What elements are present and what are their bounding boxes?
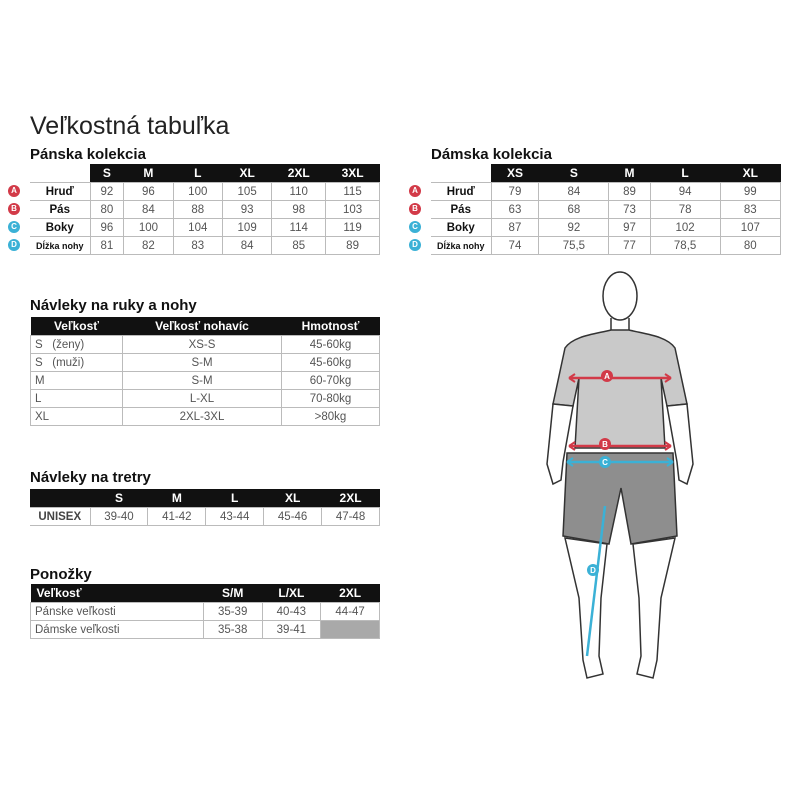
sleeves-cell: XL (31, 408, 123, 426)
men-table-row (30, 219, 380, 237)
men-value-cell: 115 (326, 183, 380, 201)
sleeves-table-row (31, 408, 380, 426)
shoes-value-cell: 43-44 (206, 508, 264, 526)
socks-cell: 44-47 (321, 603, 380, 621)
sleeves-cell: S (muži) (31, 354, 123, 372)
men-value-cell: 114 (272, 219, 326, 237)
shoes-size-header: M (148, 489, 206, 508)
shoes-value-cell: 39-40 (90, 508, 148, 526)
men-value-cell: 96 (90, 219, 124, 237)
men-value-cell: 82 (124, 237, 173, 255)
men-size-header: 3XL (326, 164, 380, 183)
women-row-label (412, 201, 491, 219)
sleeves-column-header: Veľkosť nohavíc (122, 317, 281, 336)
socks-cell: 35-38 (203, 621, 262, 639)
men-value-cell: 85 (272, 237, 326, 255)
men-value-cell: 80 (90, 201, 124, 219)
women-value-cell: 74 (491, 237, 539, 255)
measure-badge-icon: B (8, 203, 20, 215)
women-size-header: M (609, 164, 650, 183)
shoes-value-cell: 47-48 (322, 508, 380, 526)
women-row-label-text: Hruď (446, 185, 475, 198)
measure-badge-icon: B (409, 203, 421, 215)
women-value-cell: 87 (491, 219, 539, 237)
socks-cell: 40-43 (262, 603, 321, 621)
men-row-label-text: Pás (49, 203, 70, 216)
socks-cell: Dámske veľkosti (31, 621, 204, 639)
sleeves-cell: >80kg (282, 408, 380, 426)
shoes-size-header: 2XL (322, 489, 380, 508)
men-size-header: M (124, 164, 173, 183)
women-value-cell: 68 (539, 201, 609, 219)
women-size-header: XL (720, 164, 780, 183)
men-size-header: XL (222, 164, 271, 183)
men-row-label (11, 183, 90, 201)
men-row-label (11, 237, 90, 255)
socks-cell (321, 621, 380, 639)
women-table-row (431, 183, 781, 201)
sleeves-cell: 45-60kg (282, 336, 380, 354)
socks-column-header: L/XL (262, 584, 321, 603)
men-header-row (30, 164, 380, 183)
page-title: Veľkostná tabuľka (30, 112, 230, 140)
women-body (412, 183, 781, 255)
sleeves-cell: XS-S (122, 336, 281, 354)
sleeves-size-table (30, 317, 380, 426)
sleeves-column-header: Veľkosť (31, 317, 123, 336)
label-b: B (602, 440, 608, 449)
shoe-covers-table (30, 489, 380, 526)
men-value-cell: 89 (326, 237, 380, 255)
shoes-value-cell: 45-46 (264, 508, 322, 526)
women-value-cell: 84 (539, 183, 609, 201)
women-row-label-text: Dĺžka nohy (436, 240, 485, 251)
men-value-cell: 103 (326, 201, 380, 219)
socks-table (30, 584, 380, 639)
women-value-cell: 102 (650, 219, 720, 237)
women-row-label (412, 237, 491, 255)
sleeves-cell: 70-80kg (282, 390, 380, 408)
women-table-row (431, 201, 781, 219)
men-value-cell: 100 (173, 183, 222, 201)
sleeves-cell: L-XL (122, 390, 281, 408)
socks-column-header: S/M (203, 584, 262, 603)
men-value-cell: 109 (222, 219, 271, 237)
women-value-cell: 92 (539, 219, 609, 237)
women-value-cell: 97 (609, 219, 650, 237)
socks-body (31, 603, 380, 639)
socks-column-header: 2XL (321, 584, 380, 603)
men-value-cell: 88 (173, 201, 222, 219)
women-row-label (412, 219, 491, 237)
socks-cell: 35-39 (203, 603, 262, 621)
women-size-header: L (650, 164, 720, 183)
men-value-cell: 100 (124, 219, 173, 237)
measure-badge-icon: D (409, 239, 421, 251)
men-value-cell: 105 (222, 183, 271, 201)
women-size-table (412, 164, 781, 255)
shoes-heading: Návleky na tretry (30, 469, 151, 486)
measure-badge-icon: A (8, 185, 20, 197)
men-row-label-text: Dĺžka nohy (35, 240, 84, 251)
men-row-label (11, 201, 90, 219)
women-heading: Dámska kolekcia (431, 146, 552, 163)
sleeves-header-row (31, 317, 380, 336)
men-value-cell: 93 (222, 201, 271, 219)
sleeves-table-row (31, 390, 380, 408)
shoes-size-header: S (90, 489, 148, 508)
socks-column-header: Veľkosť (31, 584, 204, 603)
men-value-cell: 84 (222, 237, 271, 255)
women-row-label-text: Boky (446, 221, 475, 234)
men-size-header: S (90, 164, 124, 183)
men-value-cell: 83 (173, 237, 222, 255)
women-table-row (431, 237, 781, 255)
sleeves-body (31, 336, 380, 426)
women-table-row (431, 219, 781, 237)
sleeves-cell: 45-60kg (282, 354, 380, 372)
women-size-header: XS (491, 164, 539, 183)
sleeves-cell: S-M (122, 354, 281, 372)
women-value-cell: 75,5 (539, 237, 609, 255)
men-table-row (30, 201, 380, 219)
measure-badge-icon: C (8, 221, 20, 233)
sleeves-table-row (31, 336, 380, 354)
sleeves-cell: 2XL-3XL (122, 408, 281, 426)
measure-badge-icon: A (409, 185, 421, 197)
men-value-cell: 96 (124, 183, 173, 201)
women-row-label-text: Pás (450, 203, 471, 216)
measure-badge-icon: C (409, 221, 421, 233)
women-value-cell: 89 (609, 183, 650, 201)
shoes-row-label: UNISEX (30, 508, 90, 526)
shoes-value-cell: 41-42 (148, 508, 206, 526)
men-value-cell: 119 (326, 219, 380, 237)
men-row-label-text: Boky (45, 221, 74, 234)
women-value-cell: 94 (650, 183, 720, 201)
men-value-cell: 92 (90, 183, 124, 201)
women-row-label (412, 183, 491, 201)
label-c: C (602, 458, 608, 467)
sleeves-cell: S (ženy) (31, 336, 123, 354)
women-value-cell: 73 (609, 201, 650, 219)
sleeves-column-header: Hmotnosť (282, 317, 380, 336)
women-value-cell: 79 (491, 183, 539, 201)
women-value-cell: 80 (720, 237, 780, 255)
women-value-cell: 63 (491, 201, 539, 219)
shoes-row (30, 508, 380, 526)
sleeves-cell: 60-70kg (282, 372, 380, 390)
label-d: D (590, 566, 596, 575)
sleeves-table-row (31, 372, 380, 390)
men-table-row (30, 183, 380, 201)
men-value-cell: 84 (124, 201, 173, 219)
men-value-cell: 104 (173, 219, 222, 237)
women-value-cell: 83 (720, 201, 780, 219)
shoes-header-row (30, 489, 380, 508)
men-row-label (11, 219, 90, 237)
women-value-cell: 78 (650, 201, 720, 219)
sleeves-heading: Návleky na ruky a nohy (30, 297, 197, 314)
shoes-size-header: L (206, 489, 264, 508)
men-value-cell: 110 (272, 183, 326, 201)
women-value-cell: 107 (720, 219, 780, 237)
women-value-cell: 78,5 (650, 237, 720, 255)
socks-header-row (31, 584, 380, 603)
shoes-size-header: XL (264, 489, 322, 508)
measure-badge-icon: D (8, 239, 20, 251)
sleeves-cell: L (31, 390, 123, 408)
women-size-header: S (539, 164, 609, 183)
women-header-row (431, 164, 781, 183)
men-body (11, 183, 380, 255)
men-heading: Pánska kolekcia (30, 146, 146, 163)
men-size-header: L (173, 164, 222, 183)
sleeves-cell: M (31, 372, 123, 390)
women-value-cell: 99 (720, 183, 780, 201)
men-row-label-text: Hruď (45, 185, 74, 198)
body-measurement-figure (535, 268, 705, 698)
sleeves-cell: S-M (122, 372, 281, 390)
men-size-table (11, 164, 380, 255)
women-value-cell: 77 (609, 237, 650, 255)
socks-table-row (31, 603, 380, 621)
socks-heading: Ponožky (30, 566, 92, 583)
men-table-row (30, 237, 380, 255)
socks-cell: 39-41 (262, 621, 321, 639)
men-value-cell: 81 (90, 237, 124, 255)
men-size-header: 2XL (272, 164, 326, 183)
sleeves-table-row (31, 354, 380, 372)
socks-cell: Pánske veľkosti (31, 603, 204, 621)
label-a: A (604, 372, 610, 381)
socks-table-row (31, 621, 380, 639)
men-value-cell: 98 (272, 201, 326, 219)
